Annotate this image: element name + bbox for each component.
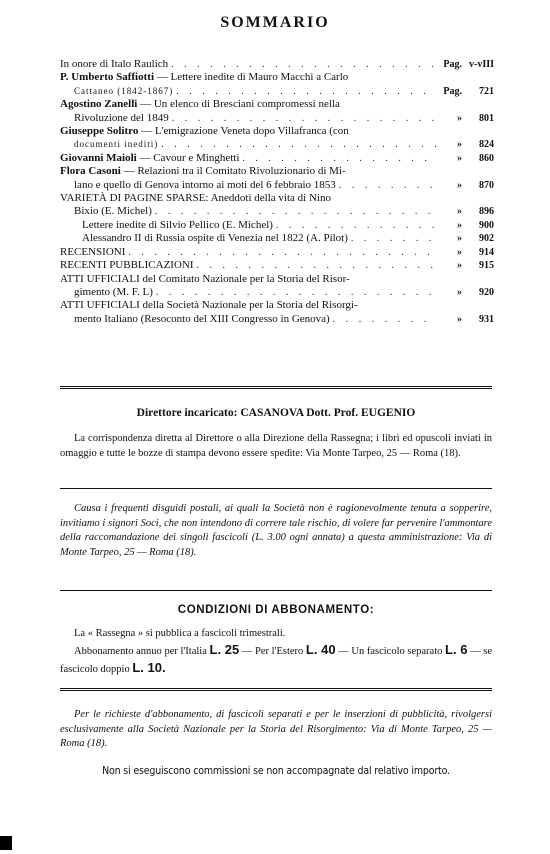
toc-leader-dots	[161, 138, 437, 151]
toc-leader-dots	[176, 85, 437, 98]
toc-leader-dots	[197, 259, 437, 272]
toc-entry	[60, 219, 494, 232]
correspondence-paragraph: La corrispondenza diretta al Direttore o alla Direzione della Rassegna; i libri ed opuscoli inviati in omaggio e tutte le bozze di stampa devono essere spedite: Via Monte Tarpeo, 25 — Roma (18).	[60, 433, 492, 459]
toc-page-number: 870	[479, 179, 494, 191]
toc-entry	[60, 138, 494, 151]
toc-leader-dots	[171, 58, 437, 71]
toc-entry-title: Lettere inedite di Silvio Pellico (E. Michel)	[82, 218, 273, 231]
toc-entry	[60, 192, 494, 205]
toc-entry-text	[74, 205, 152, 218]
divider	[60, 590, 492, 591]
toc-entry	[60, 98, 494, 111]
conditions-italy-label: Abbonamento annuo per l'Italia	[74, 646, 210, 657]
toc-entry-text	[82, 232, 348, 245]
price-single: L. 6	[445, 642, 468, 657]
toc-page-number: v-vIII	[468, 59, 494, 70]
toc-entry	[60, 58, 494, 71]
toc-leader-dots	[333, 313, 437, 326]
toc-page-number: 860	[479, 152, 494, 164]
requests-paragraph: Per le richieste d'abbonamento, di fascicoli separati e per le inserzioni di pubblicità, rivolgersi esclusivamente alla Società Nazionale per la Storia del Risorgimento: Via di Monte Tarpeo, 25 — Roma (18).	[60, 709, 492, 749]
toc-entry-text	[82, 219, 273, 232]
toc-entry-title: ATTI UFFICIALI del Comitato Nazionale per la Storia del Risor-	[60, 272, 350, 285]
toc-entry-text	[60, 125, 349, 138]
toc-entry-title: ATTI UFFICIALI della Società Nazionale per la Storia del Risorgi-	[60, 299, 358, 312]
toc-entry	[60, 259, 494, 272]
toc-leader-dots	[339, 179, 437, 192]
toc-entry	[60, 232, 494, 245]
toc-entry-title: lano e quello di Genova intorno ai moti del 6 febbraio 1853	[74, 178, 336, 191]
toc-entry	[60, 313, 494, 326]
divider	[60, 386, 492, 389]
toc-entry	[60, 71, 494, 84]
toc-entry	[60, 112, 494, 125]
toc-leader-dots	[276, 219, 437, 232]
toc-page-number: 914	[479, 246, 494, 258]
toc-entry-title: — Cavour e Minghetti	[136, 151, 240, 164]
toc-entry-text	[60, 299, 358, 312]
toc-entry	[60, 286, 494, 299]
toc-entry	[60, 179, 494, 192]
toc-leader-dots	[155, 205, 437, 218]
toc-page-prefix: »	[457, 286, 462, 298]
toc-page-prefix: »	[457, 219, 462, 231]
toc-page-number: 824	[479, 139, 494, 151]
toc-entry	[60, 152, 494, 165]
toc-entry-title: Rivoluzione del 1849	[74, 111, 169, 124]
toc-entry-title: — L'emigrazione Veneta dopo Villafranca (con	[138, 125, 349, 138]
toc-page-number: 896	[479, 206, 494, 218]
toc-page-prefix: »	[457, 139, 462, 151]
toc-page-number: 915	[479, 260, 494, 272]
conditions-line-frequency: La « Rassegna » si pubblica a fascicoli trimestrali.	[74, 628, 286, 639]
conditions-abroad-label: — Per l'Estero	[239, 646, 306, 657]
toc-entry-title: mento Italiano (Resoconto del XIII Congresso in Genova)	[74, 312, 330, 325]
toc-entry-title: VARIETÀ DI PAGINE SPARSE: Aneddoti della vita di Nino	[60, 192, 331, 205]
toc-entry-title: Cattaneo (1842-1867)	[74, 85, 174, 96]
toc-page-prefix: »	[457, 112, 462, 124]
conditions-title: CONDIZIONI DI ABBONAMENTO:	[177, 604, 375, 616]
page-title: SOMMARIO	[220, 14, 330, 31]
toc-page-number: 902	[479, 233, 494, 245]
conditions-prices	[60, 642, 492, 678]
table-of-contents	[60, 58, 494, 326]
toc-entry	[60, 205, 494, 218]
toc-page-number: 931	[479, 313, 494, 325]
price-abroad: L. 40	[305, 642, 336, 657]
toc-entry-title: Bixio (E. Michel)	[74, 205, 152, 218]
toc-leader-dots	[242, 152, 437, 165]
toc-page-prefix: »	[457, 206, 462, 218]
toc-entry-author: Giuseppe Solitro	[60, 125, 139, 138]
toc-entry-title: — Relazioni tra il Comitato Rivoluzionario di Mi-	[120, 165, 346, 178]
toc-entry	[60, 85, 494, 98]
divider	[60, 688, 492, 691]
toc-leader-dots	[128, 246, 437, 259]
toc-entry-author: P. Umberto Saffiotti	[60, 71, 154, 84]
price-double: L. 10.	[132, 660, 166, 675]
toc-leader-dots	[172, 112, 437, 125]
conditions-single-label: — Un fascicolo separato	[335, 646, 446, 657]
divider	[60, 488, 492, 489]
toc-entry	[60, 299, 494, 312]
toc-entry-text	[60, 58, 168, 71]
toc-page-prefix: »	[457, 233, 462, 245]
toc-page-prefix: »	[457, 260, 462, 272]
toc-entry-text	[74, 313, 330, 326]
toc-entry-title: RECENTI PUBBLICAZIONI	[60, 259, 194, 272]
toc-entry-text	[74, 85, 173, 98]
toc-leader-dots	[156, 286, 437, 299]
toc-entry-text	[74, 138, 158, 151]
toc-page-number: 900	[479, 219, 494, 231]
conditions-double-label: — se fascicolo doppio	[60, 646, 493, 675]
toc-page-number: 920	[479, 286, 494, 298]
toc-page-prefix: »	[457, 313, 462, 325]
toc-entry-title: In onore di Italo Raulich	[60, 58, 169, 70]
toc-entry-text	[60, 98, 340, 111]
toc-page-prefix: Pag.	[443, 85, 462, 97]
toc-entry-author: Flora Casoni	[60, 165, 121, 178]
toc-entry-author: Agostino Zanelli	[60, 98, 138, 111]
toc-entry-text	[74, 112, 169, 125]
toc-entry-title: documenti inediti)	[74, 139, 159, 150]
scan-mark	[0, 836, 12, 850]
toc-entry	[60, 246, 494, 259]
toc-entry-text	[60, 273, 350, 286]
toc-page-prefix: Pag.	[443, 59, 462, 70]
toc-entry-text	[74, 286, 153, 299]
toc-entry-title: gimento (M. F. L)	[74, 285, 153, 298]
toc-entry-text	[60, 152, 239, 165]
price-italy: L. 25	[209, 642, 240, 657]
toc-entry-title: — Un elenco di Bresciani compromessi nella	[137, 98, 340, 111]
toc-leader-dots	[351, 232, 437, 245]
postal-notice-paragraph: Causa i frequenti disguidi postali, ai quali la Società non è ragionevolmente tenuta a sopperire, invitiamo i signori Soci, che non intendono di correre tale rischio, di volere far pervenire l'ammontare della raccomandazione dei singoli fascicoli (L. 3.00 ogni annata) a questa amministrazione: Via di Monte Tarpeo, 25 — Roma (18).	[60, 503, 492, 558]
toc-entry	[60, 165, 494, 178]
toc-entry-text	[60, 165, 346, 178]
toc-entry-author: Giovanni Maioli	[60, 151, 137, 164]
toc-entry-text	[60, 259, 194, 272]
toc-entry	[60, 125, 494, 138]
toc-entry-title: RECENSIONI	[60, 245, 126, 258]
toc-entry-title: — Lettere inedite di Mauro Macchi a Carlo	[154, 71, 349, 84]
director-line: Direttore incaricato: CASANOVA Dott. Prof. EUGENIO	[136, 407, 416, 419]
toc-entry-text	[60, 192, 331, 205]
toc-entry-text	[60, 246, 125, 259]
toc-page-number: 801	[479, 112, 494, 124]
toc-entry-title: Alessandro II di Russia ospite di Venezia nel 1822 (A. Pilot)	[82, 232, 348, 245]
toc-page-prefix: »	[457, 152, 462, 164]
toc-page-prefix: »	[457, 179, 462, 191]
footer-note: Non si eseguiscono commissioni se non accompagnate dal relativo importo.	[102, 764, 450, 777]
toc-page-number: 721	[479, 85, 494, 97]
toc-entry-text	[74, 179, 336, 192]
toc-entry-text	[60, 71, 348, 84]
toc-entry	[60, 273, 494, 286]
toc-page-prefix: »	[457, 246, 462, 258]
